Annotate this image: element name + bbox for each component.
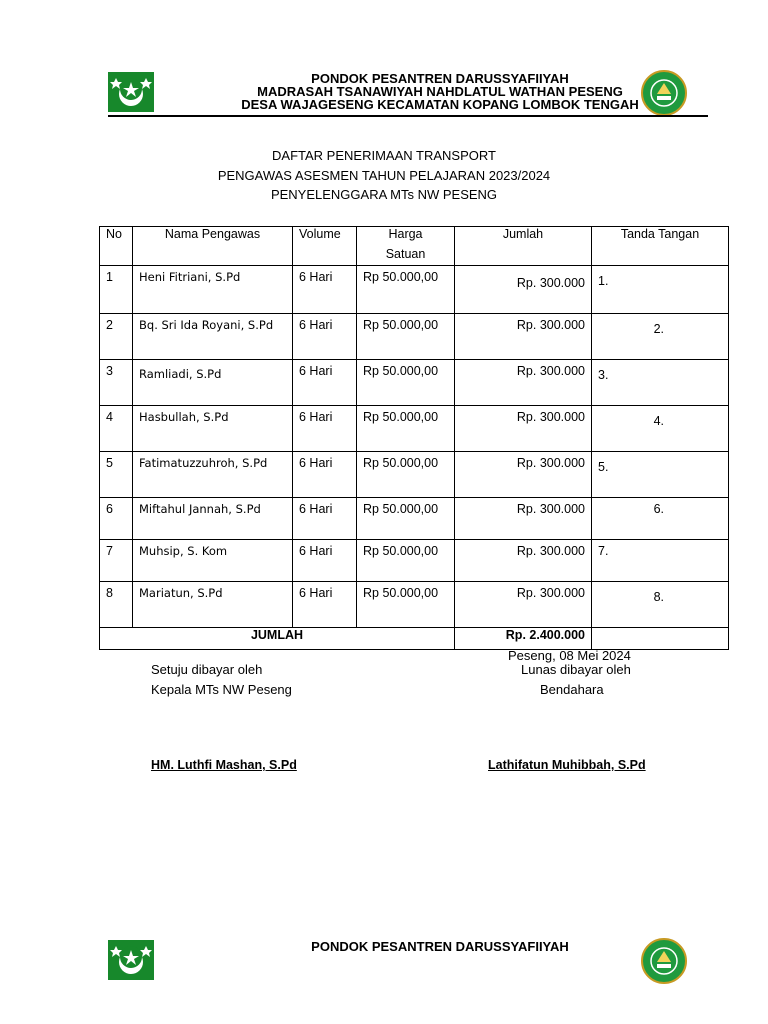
header-line-3: DESA WAJAGESENG KECAMATAN KOPANG LOMBOK TENGAH [241, 97, 639, 112]
row-no: 1 [100, 266, 133, 314]
row-sign: 6. [592, 498, 729, 540]
row-no: 6 [100, 498, 133, 540]
total-value: Rp. 2.400.000 [455, 628, 592, 650]
table-row [100, 360, 729, 406]
table-row [100, 540, 729, 582]
row-no: 8 [100, 582, 133, 628]
table-row [100, 582, 729, 628]
row-volume: 6 Hari [293, 498, 357, 540]
table-row [100, 266, 729, 314]
row-amount: Rp. 300.000 [455, 540, 592, 582]
crescent-star-icon [108, 72, 154, 112]
row-price: Rp 50.000,00 [357, 406, 455, 452]
table-row [100, 498, 729, 540]
header-amount: Jumlah [455, 227, 592, 266]
row-name: Fatimatuzzuhroh, S.Pd [133, 452, 293, 498]
header-volume: Volume [293, 227, 357, 266]
row-price: Rp 50.000,00 [357, 498, 455, 540]
row-no: 5 [100, 452, 133, 498]
row-volume: 6 Hari [293, 406, 357, 452]
row-sign: 8. [592, 582, 729, 628]
total-sign-empty [592, 628, 729, 650]
header-price-line2: Satuan [385, 247, 426, 261]
doc-title-1: DAFTAR PENERIMAAN TRANSPORT [272, 148, 496, 163]
crescent-star-icon [108, 940, 154, 980]
headmaster-name: HM. Luthfi Mashan, S.Pd [151, 758, 297, 772]
row-amount: Rp. 300.000 [455, 406, 592, 452]
payment-label: Lunas dibayar oleh [521, 662, 631, 677]
approval-role: Kepala MTs NW Peseng [151, 682, 292, 697]
row-name: Muhsip, S. Kom [133, 540, 293, 582]
table-total-row [100, 628, 729, 650]
row-amount: Rp. 300.000 [455, 452, 592, 498]
row-no: 4 [100, 406, 133, 452]
doc-title-3: PENYELENGGARA MTs NW PESENG [270, 187, 498, 202]
row-volume: 6 Hari [293, 582, 357, 628]
row-price: Rp 50.000,00 [357, 360, 455, 406]
header-line-1: PONDOK PESANTREN DARUSSYAFIIYAH [311, 71, 569, 86]
header-no: No [100, 227, 133, 266]
row-sign: 1. [592, 266, 729, 314]
row-name: Hasbullah, S.Pd [133, 406, 293, 452]
header-name: Nama Pengawas [133, 227, 293, 266]
row-name: Bq. Sri Ida Royani, S.Pd [133, 314, 293, 360]
table-row [100, 314, 729, 360]
row-volume: 6 Hari [293, 360, 357, 406]
total-label: JUMLAH [100, 628, 455, 650]
row-sign: 3. [592, 360, 729, 406]
row-price: Rp 50.000,00 [357, 314, 455, 360]
transport-table [99, 226, 729, 650]
row-no: 7 [100, 540, 133, 582]
row-sign: 5. [592, 452, 729, 498]
row-name: Miftahul Jannah, S.Pd [133, 498, 293, 540]
doc-title-2: PENGAWAS ASESMEN TAHUN PELAJARAN 2023/2024 [217, 168, 551, 183]
row-sign: 7. [592, 540, 729, 582]
row-sign: 4. [592, 406, 729, 452]
header-rule [108, 115, 708, 117]
row-amount: Rp. 300.000 [455, 582, 592, 628]
madrasah-logo-bottom [108, 940, 154, 980]
header-price [357, 227, 455, 266]
header-sign: Tanda Tangan [592, 227, 729, 266]
row-amount: Rp. 300.000 [455, 314, 592, 360]
row-amount: Rp. 300.000 [455, 266, 592, 314]
row-price: Rp 50.000,00 [357, 452, 455, 498]
header-line-2: MADRASAH TSANAWIYAH NAHDLATUL WATHAN PESENG [257, 84, 623, 99]
row-volume: 6 Hari [293, 540, 357, 582]
row-name: Mariatun, S.Pd [133, 582, 293, 628]
row-name: Heni Fitriani, S.Pd [133, 266, 293, 314]
row-amount: Rp. 300.000 [455, 360, 592, 406]
row-price: Rp 50.000,00 [357, 540, 455, 582]
bottom-line-1: PONDOK PESANTREN DARUSSYAFIIYAH [311, 939, 569, 954]
table-row [100, 452, 729, 498]
row-volume: 6 Hari [293, 266, 357, 314]
treasurer-name: Lathifatun Muhibbah, S.Pd [488, 758, 646, 772]
approval-label: Setuju dibayar oleh [151, 662, 263, 677]
place-date: Peseng, 08 Mei 2024 [508, 648, 631, 663]
row-no: 3 [100, 360, 133, 406]
row-amount: Rp. 300.000 [455, 498, 592, 540]
row-name: Ramliadi, S.Pd [133, 360, 293, 406]
row-sign: 2. [592, 314, 729, 360]
row-price: Rp 50.000,00 [357, 582, 455, 628]
table-row [100, 406, 729, 452]
table-header-row [100, 227, 729, 266]
row-volume: 6 Hari [293, 314, 357, 360]
row-no: 2 [100, 314, 133, 360]
header-price-line1: Harga [388, 227, 423, 241]
payment-role: Bendahara [540, 682, 604, 697]
madrasah-logo [108, 72, 154, 112]
row-volume: 6 Hari [293, 452, 357, 498]
row-price: Rp 50.000,00 [357, 266, 455, 314]
